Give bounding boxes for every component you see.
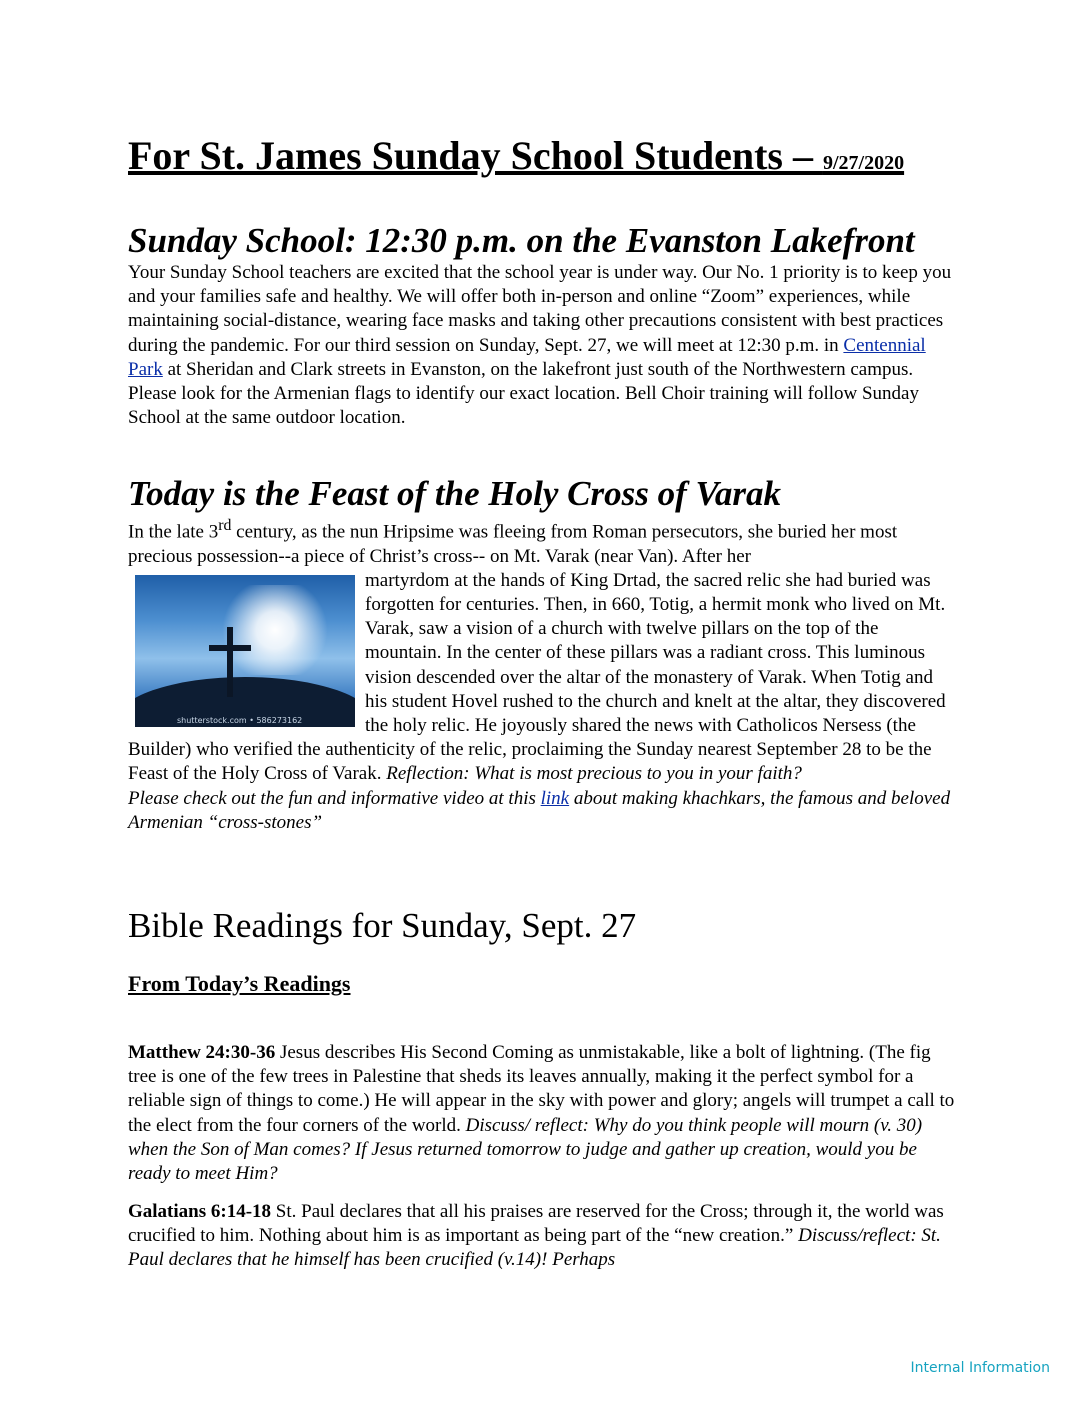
sunday-school-heading: Sunday School: 12:30 p.m. on the Evanston Lakefront [128, 221, 915, 260]
centennial-park-link[interactable]: Centennial Park [128, 334, 926, 380]
video-text-1: Please check out the fun and informative video at this [128, 787, 541, 809]
holy-cross-intro [128, 514, 958, 569]
cross-icon [227, 627, 233, 697]
reading-paragraph-galatians [128, 1200, 958, 1273]
reading-reference: Galatians 6:14-18 [128, 1201, 272, 1222]
light-glow [215, 585, 335, 675]
video-link[interactable]: link [540, 787, 570, 809]
page-title-text: For St. James Sunday School Students – [128, 133, 823, 178]
reading-discussion: Discuss/reflect: St. Paul declares that he himself has been crucified (v.14)! Perhaps [128, 1225, 941, 1271]
reading-text: Jesus describes His Second Coming as unmistakable, like a bolt of lightning. (The fig tree is one of the few trees in Palestine that sheds its leaves annually, making it the perfect symbol for a reliable sign of things to come.) He will appear in the sky with power and glory; angels will trumpet a call to the elect from the four corners of the world. [128, 1042, 955, 1136]
todays-readings-subheading: From Today’s Readings [128, 971, 351, 996]
holy-cross-text-rest: martyrdom at the hands of King Drtad, the sacred relic she had buried was forgotten for centuries. Then, in 660, Totig, a hermit monk who lived on Mt. Varak, saw a vision of a church with twelve pillars on the top of the mountain. In the center of these pillars was a radiant cross. This luminous vision descended over the altar of the monastery of Varak. When Totig and his student Hovel rushed to the church and knelt at the altar, they discovered the holy relic. He joyously shared the news with Catholicos Nersess (the Builder) who verified the authenticity of the relic, proclaiming the Sunday nearest September 28 to be the Feast of the Holy Cross of Varak. [128, 569, 946, 785]
ordinal-suffix: rd [218, 517, 232, 534]
reading-item [128, 1041, 958, 1186]
video-text-2: about making khachkars, the famous and beloved Armenian “cross-stones” [128, 787, 951, 833]
reading-discussion: Discuss/ reflect: Why do you think people will mourn (v. 30) when the Son of Man comes? If Jesus returned tomorrow to judge and gather up creation, would you be ready to meet Him? [128, 1114, 923, 1185]
page-title [128, 132, 904, 187]
footer-classification: Internal Information [910, 1360, 1050, 1376]
reading-item [128, 1200, 958, 1273]
reading-paragraph-matthew [128, 1041, 958, 1186]
reflection-question: Reflection: What is most precious to you in your faith? [386, 763, 802, 785]
holy-cross-text-start: In the late 3 [128, 521, 219, 543]
sunday-school-section [128, 221, 958, 430]
cross-icon-bar [209, 645, 251, 651]
holy-cross-text-rest-a: century, as the nun Hripsime was fleeing from Roman persecutors, she buried her most precious possession--a piece of Christ’s cross-- on Mt. Varak (near Van). After her [128, 521, 898, 567]
reading-reference: Matthew 24:30-36 [128, 1042, 276, 1063]
holy-cross-section [128, 474, 958, 835]
image-watermark: shutterstock.com • 586273162 [177, 715, 303, 725]
sunday-school-text-2: at Sheridan and Clark streets in Evanston, on the lakefront just south of the Northwestern campus. Please look for the Armenian flags to identify our exact location. Bell Choir training will follow Sunday School at the same outdoor location. [128, 358, 919, 429]
holy-cross-heading: Today is the Feast of the Holy Cross of Varak [128, 474, 782, 513]
reading-text: St. Paul declares that all his praises are reserved for the Cross; through it, the world was crucified to him. Nothing about him is as important as being part of the “new creation.” [128, 1201, 944, 1247]
cross-photo [135, 575, 355, 727]
sunday-school-paragraph [128, 261, 958, 430]
bible-readings-heading: Bible Readings for Sunday, Sept. 27 [128, 906, 637, 945]
sunday-school-text-1: Your Sunday School teachers are excited that the school year is under way. Our No. 1 priority is to keep you and your families safe and healthy. We will offer both in-person and online “Zoom” experiences, while maintaining social-distance, wearing face masks and taking other precautions consistent with best practices during the pandemic. For our third session on Sunday, Sept. 27, we will meet at 12:30 p.m. in [128, 262, 952, 356]
page-title-date: 9/27/2020 [822, 152, 905, 174]
video-paragraph [128, 787, 958, 835]
